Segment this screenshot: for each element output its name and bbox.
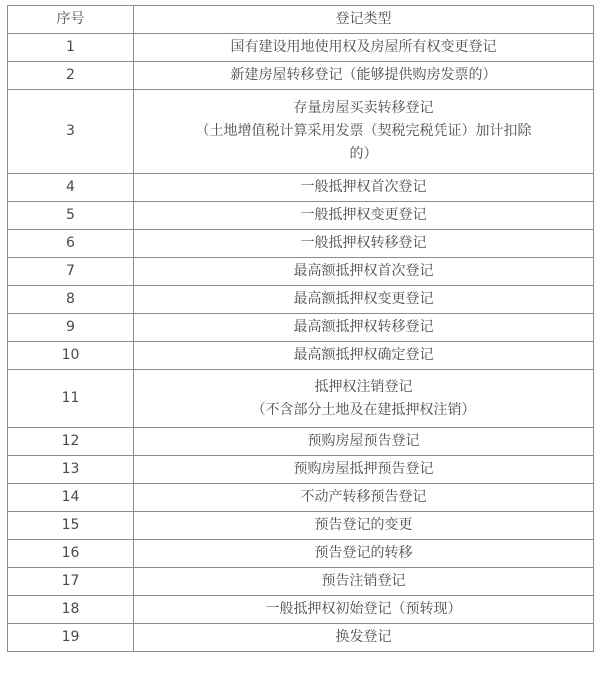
table-row	[8, 230, 594, 258]
table-row	[8, 174, 594, 202]
registration-type-table	[7, 5, 594, 652]
row-number: 2	[8, 62, 134, 90]
table-row	[8, 428, 594, 456]
registration-type	[134, 62, 594, 90]
registration-type-line: 预告登记的转移	[314, 545, 413, 561]
registration-type-line: （不含部分土地及在建抵押权注销）	[251, 401, 476, 418]
registration-type-line: 预购房屋抵押预告登记	[293, 461, 434, 477]
table-row	[8, 512, 594, 540]
registration-type-line: 预告登记的变更	[314, 517, 413, 533]
registration-type-line: 的）	[349, 146, 378, 162]
registration-type-table-container	[7, 5, 593, 652]
table-row	[8, 62, 594, 90]
row-number: 15	[8, 512, 134, 540]
registration-type	[134, 512, 594, 540]
table-row	[8, 34, 594, 62]
table-row	[8, 568, 594, 596]
row-number: 16	[8, 540, 134, 568]
registration-type	[134, 342, 594, 370]
registration-type	[134, 596, 594, 624]
registration-type-line: 国有建设用地使用权及房屋所有权变更登记	[230, 39, 497, 55]
registration-type	[134, 428, 594, 456]
header-no: 序号	[8, 6, 134, 34]
table-row	[8, 370, 594, 428]
table-row	[8, 342, 594, 370]
registration-type	[134, 286, 594, 314]
registration-type-line: （土地增值税计算采用发票（契税完税凭证）加计扣除	[195, 123, 532, 139]
row-number: 12	[8, 428, 134, 456]
registration-type-line: 最高额抵押权变更登记	[293, 291, 434, 307]
registration-type-line: 预购房屋预告登记	[307, 433, 420, 449]
registration-type	[134, 174, 594, 202]
registration-type-line: 一般抵押权初始登记（预转现）	[265, 601, 462, 617]
registration-type	[134, 484, 594, 512]
table-row	[8, 596, 594, 624]
registration-type	[134, 202, 594, 230]
registration-type-line: 不动产转移预告登记	[300, 489, 427, 505]
registration-type	[134, 624, 594, 652]
registration-type	[134, 456, 594, 484]
table-row	[8, 202, 594, 230]
registration-type-line: 一般抵押权变更登记	[300, 207, 427, 223]
table-row	[8, 456, 594, 484]
registration-type-line: 最高额抵押权转移登记	[293, 319, 434, 335]
registration-type	[134, 34, 594, 62]
row-number: 6	[8, 230, 134, 258]
table-row	[8, 286, 594, 314]
row-number: 7	[8, 258, 134, 286]
registration-type-line: 换发登记	[335, 629, 392, 645]
row-number: 1	[8, 34, 134, 62]
registration-type	[134, 370, 594, 428]
table-row	[8, 624, 594, 652]
row-number: 8	[8, 286, 134, 314]
registration-type-line: 一般抵押权转移登记	[300, 235, 427, 251]
table-row	[8, 90, 594, 174]
registration-type-line: 存量房屋买卖转移登记	[293, 100, 434, 116]
registration-type-line: 最高额抵押权首次登记	[293, 263, 434, 279]
row-number: 11	[8, 370, 134, 428]
registration-type-line: 最高额抵押权确定登记	[293, 347, 434, 363]
row-number: 18	[8, 596, 134, 624]
registration-type	[134, 540, 594, 568]
registration-type-line: 新建房屋转移登记（能够提供购房发票的）	[230, 67, 497, 83]
registration-type-line: 一般抵押权首次登记	[300, 179, 427, 195]
row-number: 13	[8, 456, 134, 484]
registration-type	[134, 568, 594, 596]
header-type: 登记类型	[134, 6, 594, 34]
registration-type-line: 抵押权注销登记	[314, 378, 413, 395]
table-row	[8, 484, 594, 512]
row-number: 19	[8, 624, 134, 652]
registration-type	[134, 314, 594, 342]
row-number: 4	[8, 174, 134, 202]
registration-type	[134, 258, 594, 286]
row-number: 10	[8, 342, 134, 370]
row-number: 17	[8, 568, 134, 596]
row-number: 5	[8, 202, 134, 230]
row-number: 14	[8, 484, 134, 512]
registration-type	[134, 90, 594, 174]
registration-type-line: 预告注销登记	[321, 573, 406, 589]
row-number: 9	[8, 314, 134, 342]
table-header-row	[8, 6, 594, 34]
registration-type	[134, 230, 594, 258]
table-row	[8, 314, 594, 342]
table-row	[8, 540, 594, 568]
table-body	[8, 34, 594, 652]
table-row	[8, 258, 594, 286]
row-number: 3	[8, 90, 134, 174]
